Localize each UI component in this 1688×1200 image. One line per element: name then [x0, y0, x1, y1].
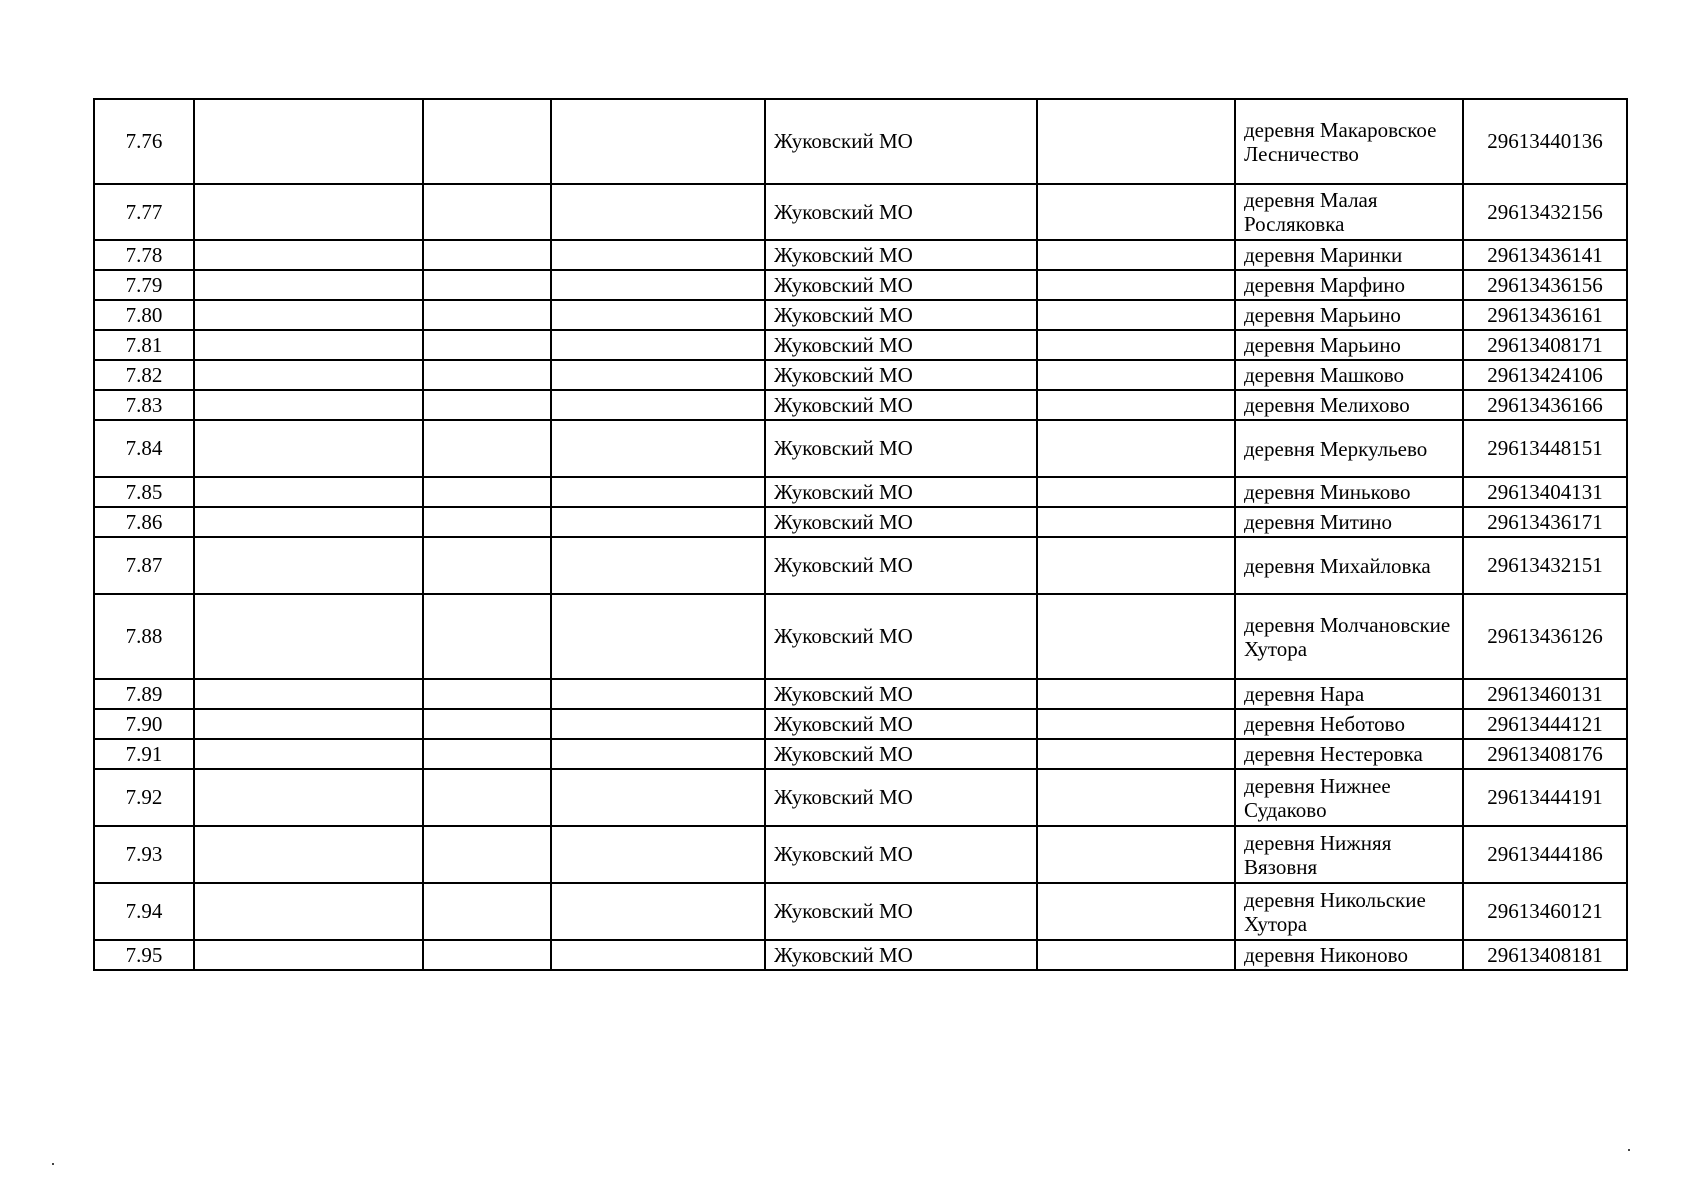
- row-number-cell: 7.86: [94, 507, 194, 537]
- empty-cell: [194, 99, 423, 184]
- settlement-cell: деревня Миньково: [1235, 477, 1463, 507]
- municipality-cell: Жуковский МО: [765, 709, 1037, 739]
- empty-cell: [194, 883, 423, 940]
- row-number-cell: 7.91: [94, 739, 194, 769]
- settlement-cell: деревня Михайловка: [1235, 537, 1463, 594]
- row-number-cell: 7.85: [94, 477, 194, 507]
- settlement-cell: деревня Марьино: [1235, 330, 1463, 360]
- oktmo-code-cell: 29613444186: [1463, 826, 1627, 883]
- empty-cell: [423, 330, 551, 360]
- empty-cell: [194, 270, 423, 300]
- oktmo-code-cell: 29613460131: [1463, 679, 1627, 709]
- municipality-cell: Жуковский МО: [765, 184, 1037, 240]
- oktmo-code-cell: 29613432156: [1463, 184, 1627, 240]
- empty-cell: [551, 99, 765, 184]
- empty-cell: [194, 507, 423, 537]
- empty-cell: [1037, 99, 1235, 184]
- empty-cell: [194, 679, 423, 709]
- empty-cell: [194, 709, 423, 739]
- empty-cell: [1037, 826, 1235, 883]
- row-number-cell: 7.76: [94, 99, 194, 184]
- empty-cell: [551, 184, 765, 240]
- empty-cell: [423, 769, 551, 826]
- settlement-cell: деревня Нестеровка: [1235, 739, 1463, 769]
- oktmo-code-cell: 29613460121: [1463, 883, 1627, 940]
- settlement-cell: деревня Меркульево: [1235, 420, 1463, 477]
- table-row: [94, 360, 1627, 390]
- empty-cell: [423, 940, 551, 970]
- empty-cell: [194, 390, 423, 420]
- municipality-cell: Жуковский МО: [765, 679, 1037, 709]
- settlement-cell: деревня Неботово: [1235, 709, 1463, 739]
- oktmo-code-cell: 29613436141: [1463, 240, 1627, 270]
- empty-cell: [423, 594, 551, 679]
- empty-cell: [194, 739, 423, 769]
- table-row: [94, 240, 1627, 270]
- oktmo-code-cell: 29613408176: [1463, 739, 1627, 769]
- row-number-cell: 7.88: [94, 594, 194, 679]
- table-body: [94, 99, 1627, 970]
- table-row: [94, 594, 1627, 679]
- empty-cell: [551, 594, 765, 679]
- empty-cell: [551, 390, 765, 420]
- empty-cell: [423, 709, 551, 739]
- empty-cell: [551, 360, 765, 390]
- empty-cell: [194, 826, 423, 883]
- row-number-cell: 7.82: [94, 360, 194, 390]
- table-row: [94, 769, 1627, 826]
- settlement-cell: деревня Нара: [1235, 679, 1463, 709]
- empty-cell: [1037, 507, 1235, 537]
- municipality-cell: Жуковский МО: [765, 99, 1037, 184]
- empty-cell: [1037, 300, 1235, 330]
- empty-cell: [1037, 940, 1235, 970]
- municipality-cell: Жуковский МО: [765, 300, 1037, 330]
- table-row: [94, 330, 1627, 360]
- oktmo-code-cell: 29613436161: [1463, 300, 1627, 330]
- row-number-cell: 7.81: [94, 330, 194, 360]
- municipality-cell: Жуковский МО: [765, 330, 1037, 360]
- empty-cell: [194, 769, 423, 826]
- oktmo-code-cell: 29613408171: [1463, 330, 1627, 360]
- settlement-cell: деревня Молчановские Хутора: [1235, 594, 1463, 679]
- oktmo-code-cell: 29613444191: [1463, 769, 1627, 826]
- table-row: [94, 477, 1627, 507]
- empty-cell: [1037, 240, 1235, 270]
- oktmo-code-cell: 29613440136: [1463, 99, 1627, 184]
- empty-cell: [1037, 270, 1235, 300]
- oktmo-code-cell: 29613436156: [1463, 270, 1627, 300]
- table-row: [94, 679, 1627, 709]
- row-number-cell: 7.87: [94, 537, 194, 594]
- empty-cell: [551, 739, 765, 769]
- empty-cell: [423, 477, 551, 507]
- row-number-cell: 7.78: [94, 240, 194, 270]
- settlement-cell: деревня Митино: [1235, 507, 1463, 537]
- municipality-cell: Жуковский МО: [765, 883, 1037, 940]
- empty-cell: [423, 99, 551, 184]
- empty-cell: [1037, 679, 1235, 709]
- settlements-table: [93, 98, 1628, 971]
- oktmo-code-cell: 29613448151: [1463, 420, 1627, 477]
- empty-cell: [423, 270, 551, 300]
- table-row: [94, 739, 1627, 769]
- empty-cell: [551, 477, 765, 507]
- empty-cell: [1037, 477, 1235, 507]
- empty-cell: [1037, 184, 1235, 240]
- table-row: [94, 883, 1627, 940]
- row-number-cell: 7.92: [94, 769, 194, 826]
- table-row: [94, 940, 1627, 970]
- table-row: [94, 420, 1627, 477]
- table-row: [94, 826, 1627, 883]
- empty-cell: [1037, 709, 1235, 739]
- empty-cell: [551, 826, 765, 883]
- empty-cell: [423, 360, 551, 390]
- row-number-cell: 7.89: [94, 679, 194, 709]
- empty-cell: [194, 940, 423, 970]
- empty-cell: [194, 420, 423, 477]
- empty-cell: [194, 184, 423, 240]
- settlement-cell: деревня Нижняя Вязовня: [1235, 826, 1463, 883]
- scan-speck: [1628, 1149, 1630, 1151]
- settlement-cell: деревня Макаровское Лесничество: [1235, 99, 1463, 184]
- oktmo-code-cell: 29613432151: [1463, 537, 1627, 594]
- empty-cell: [1037, 739, 1235, 769]
- table-row: [94, 99, 1627, 184]
- empty-cell: [1037, 330, 1235, 360]
- empty-cell: [423, 390, 551, 420]
- settlement-cell: деревня Марьино: [1235, 300, 1463, 330]
- oktmo-code-cell: 29613424106: [1463, 360, 1627, 390]
- municipality-cell: Жуковский МО: [765, 594, 1037, 679]
- municipality-cell: Жуковский МО: [765, 477, 1037, 507]
- row-number-cell: 7.77: [94, 184, 194, 240]
- empty-cell: [551, 300, 765, 330]
- municipality-cell: Жуковский МО: [765, 390, 1037, 420]
- settlement-cell: деревня Мелихово: [1235, 390, 1463, 420]
- table-row: [94, 709, 1627, 739]
- empty-cell: [1037, 594, 1235, 679]
- empty-cell: [423, 537, 551, 594]
- empty-cell: [194, 240, 423, 270]
- settlement-cell: деревня Малая Росляковка: [1235, 184, 1463, 240]
- empty-cell: [423, 300, 551, 330]
- municipality-cell: Жуковский МО: [765, 360, 1037, 390]
- table-row: [94, 300, 1627, 330]
- oktmo-code-cell: 29613444121: [1463, 709, 1627, 739]
- oktmo-code-cell: 29613436171: [1463, 507, 1627, 537]
- empty-cell: [423, 420, 551, 477]
- row-number-cell: 7.80: [94, 300, 194, 330]
- empty-cell: [194, 360, 423, 390]
- empty-cell: [1037, 360, 1235, 390]
- scan-speck: [52, 1163, 54, 1165]
- empty-cell: [551, 330, 765, 360]
- empty-cell: [194, 537, 423, 594]
- row-number-cell: 7.95: [94, 940, 194, 970]
- empty-cell: [194, 330, 423, 360]
- table-row: [94, 270, 1627, 300]
- empty-cell: [551, 940, 765, 970]
- municipality-cell: Жуковский МО: [765, 739, 1037, 769]
- empty-cell: [551, 883, 765, 940]
- municipality-cell: Жуковский МО: [765, 240, 1037, 270]
- empty-cell: [551, 679, 765, 709]
- row-number-cell: 7.83: [94, 390, 194, 420]
- settlement-cell: деревня Никольские Хутора: [1235, 883, 1463, 940]
- municipality-cell: Жуковский МО: [765, 537, 1037, 594]
- oktmo-code-cell: 29613436126: [1463, 594, 1627, 679]
- empty-cell: [551, 270, 765, 300]
- empty-cell: [551, 537, 765, 594]
- empty-cell: [194, 477, 423, 507]
- oktmo-code-cell: 29613404131: [1463, 477, 1627, 507]
- settlement-cell: деревня Маринки: [1235, 240, 1463, 270]
- municipality-cell: Жуковский МО: [765, 420, 1037, 477]
- table-row: [94, 184, 1627, 240]
- empty-cell: [551, 769, 765, 826]
- row-number-cell: 7.79: [94, 270, 194, 300]
- empty-cell: [423, 826, 551, 883]
- table-row: [94, 537, 1627, 594]
- empty-cell: [551, 240, 765, 270]
- municipality-cell: Жуковский МО: [765, 769, 1037, 826]
- empty-cell: [1037, 420, 1235, 477]
- empty-cell: [1037, 769, 1235, 826]
- row-number-cell: 7.94: [94, 883, 194, 940]
- empty-cell: [423, 739, 551, 769]
- empty-cell: [551, 420, 765, 477]
- empty-cell: [423, 184, 551, 240]
- table-row: [94, 507, 1627, 537]
- settlement-cell: деревня Марфино: [1235, 270, 1463, 300]
- municipality-cell: Жуковский МО: [765, 507, 1037, 537]
- empty-cell: [551, 709, 765, 739]
- empty-cell: [1037, 537, 1235, 594]
- oktmo-code-cell: 29613436166: [1463, 390, 1627, 420]
- empty-cell: [423, 883, 551, 940]
- empty-cell: [551, 507, 765, 537]
- municipality-cell: Жуковский МО: [765, 826, 1037, 883]
- table-row: [94, 390, 1627, 420]
- settlement-cell: деревня Никоново: [1235, 940, 1463, 970]
- empty-cell: [423, 240, 551, 270]
- empty-cell: [1037, 883, 1235, 940]
- settlement-cell: деревня Машково: [1235, 360, 1463, 390]
- municipality-cell: Жуковский МО: [765, 940, 1037, 970]
- row-number-cell: 7.93: [94, 826, 194, 883]
- empty-cell: [1037, 390, 1235, 420]
- empty-cell: [423, 507, 551, 537]
- municipality-cell: Жуковский МО: [765, 270, 1037, 300]
- row-number-cell: 7.84: [94, 420, 194, 477]
- empty-cell: [423, 679, 551, 709]
- settlement-cell: деревня Нижнее Судаково: [1235, 769, 1463, 826]
- empty-cell: [194, 300, 423, 330]
- oktmo-code-cell: 29613408181: [1463, 940, 1627, 970]
- row-number-cell: 7.90: [94, 709, 194, 739]
- empty-cell: [194, 594, 423, 679]
